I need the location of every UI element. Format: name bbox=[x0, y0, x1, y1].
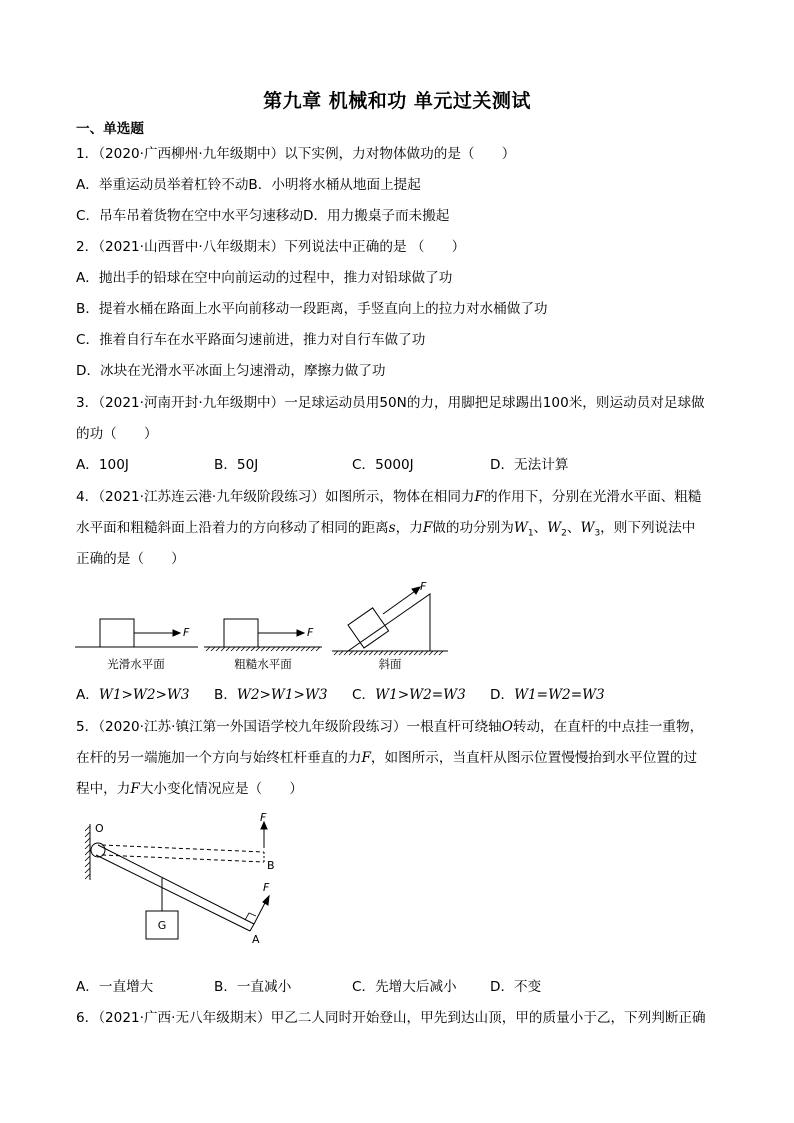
q5-option-b: B．一直减小 bbox=[214, 979, 292, 995]
force-top-label: F bbox=[260, 812, 267, 824]
dashed-line-lower bbox=[102, 855, 264, 862]
q1-options-cd: C．吊车吊着货物在空中水平匀速移动D．用力搬桌子而未搬起 bbox=[76, 208, 450, 224]
point-b-label: B bbox=[267, 859, 275, 872]
q5-option-d: D．不变 bbox=[490, 979, 542, 995]
lever-rod-end bbox=[250, 924, 254, 931]
q4-option-b: B．W2>W1>W3 bbox=[214, 687, 328, 703]
q2-option-b: B．提着水桶在路面上水平向前移动一段距离，手竖直向上的拉力对水桶做了功 bbox=[76, 301, 548, 317]
q1-options-ab: A．举重运动员举着杠铃不动B．小明将水桶从地面上提起 bbox=[76, 177, 421, 193]
q4-figure bbox=[70, 578, 450, 674]
incline-caption: 斜面 bbox=[378, 657, 402, 671]
q5-stem-line2: 在杆的另一端施加一个方向与始终杠杆垂直的力F，如图所示，当直杆从图示位置慢慢抬到水平位置的过 bbox=[76, 750, 698, 766]
smooth-plane-caption: 光滑水平面 bbox=[107, 657, 165, 671]
q5-option-a: A．一直增大 bbox=[76, 979, 154, 995]
q5-stem-line3: 程中，力F大小变化情况应是（ ） bbox=[76, 781, 303, 797]
dashed-line-upper bbox=[102, 845, 264, 852]
incline-force-label: F bbox=[420, 580, 427, 593]
incline-block bbox=[348, 608, 389, 648]
q5-stem-line1: 5．（2020·江苏·镇江第一外国语学校九年级阶段练习）一根直杆可绕轴O转动，在直杆的中点挂一重物， bbox=[76, 719, 704, 735]
q3-option-d: D．无法计算 bbox=[490, 457, 569, 473]
force-low-label: F bbox=[263, 881, 270, 894]
section-heading: 一、单选题 bbox=[76, 121, 144, 137]
rough-plane-caption: 粗糙水平面 bbox=[234, 657, 292, 671]
q3-stem-line2: 的功（ ） bbox=[76, 426, 158, 442]
rough-hatching bbox=[206, 647, 320, 651]
lever-rod-top bbox=[98, 845, 254, 924]
rough-force-label: F bbox=[307, 626, 314, 639]
incline-hatching bbox=[334, 651, 443, 655]
q4-stem-line1: 4．（2021·江苏连云港·九年级阶段练习）如图所示，物体在相同力F的作用下，分别在光滑水平面、粗糙 bbox=[76, 489, 702, 505]
q4-option-a: A．W1>W2>W3 bbox=[76, 687, 190, 703]
q1-stem: 1．（2020·广西柳州·九年级期中）以下实例，力对物体做功的是（ ） bbox=[76, 146, 516, 162]
q4-option-d: D．W1=W2=W3 bbox=[490, 687, 605, 703]
q2-option-d: D．冰块在光滑水平冰面上匀速滑动，摩擦力做了功 bbox=[76, 363, 386, 379]
q3-option-a: A．100J bbox=[76, 457, 129, 473]
q4-stem-line2: 水平面和粗糙斜面上沿着力的方向移动了相同的距离s，力F做的功分别为$W_1$、$W_2$、$W_3$，则下列说法中 bbox=[76, 520, 696, 539]
q2-stem: 2．（2021·山西晋中·八年级期末）下列说法中正确的是 （ ） bbox=[76, 239, 466, 255]
smooth-block bbox=[100, 619, 134, 647]
rough-block bbox=[224, 619, 258, 647]
q2-option-c: C．推着自行车在水平路面匀速前进，推力对自行车做了功 bbox=[76, 332, 426, 348]
wall-hatching bbox=[85, 826, 90, 879]
q2-option-a: A．抛出手的铅球在空中向前运动的过程中，推力对铅球做了功 bbox=[76, 270, 453, 286]
q4-option-c: C．W1>W2=W3 bbox=[352, 687, 466, 703]
q4-stem-line3: 正确的是（ ） bbox=[76, 551, 185, 567]
q3-option-b: B．50J bbox=[214, 457, 259, 473]
q3-option-c: C．5000J bbox=[352, 457, 414, 473]
page-title: 第九章 机械和功 单元过关测试 bbox=[263, 90, 531, 112]
pivot-label: O bbox=[95, 822, 104, 835]
q5-option-c: C．先增大后减小 bbox=[352, 979, 457, 995]
q3-stem-line1: 3．（2021·河南开封·九年级期中）一足球运动员用50N的力，用脚把足球踢出100米，则运动员对足球做 bbox=[76, 395, 705, 411]
right-angle-mark bbox=[245, 913, 256, 920]
smooth-force-label: F bbox=[183, 626, 190, 639]
q5-lever-figure bbox=[80, 812, 290, 948]
incline-force-arrow bbox=[383, 589, 418, 614]
weight-label: G bbox=[157, 919, 167, 932]
point-a-label: A bbox=[252, 933, 260, 946]
lever-rod-bottom bbox=[96, 855, 250, 931]
q6-stem-line1: 6．（2021·广西·无八年级期末）甲乙二人同时开始登山，甲先到达山顶，甲的质量小于乙，下列判断正确 bbox=[76, 1010, 706, 1026]
